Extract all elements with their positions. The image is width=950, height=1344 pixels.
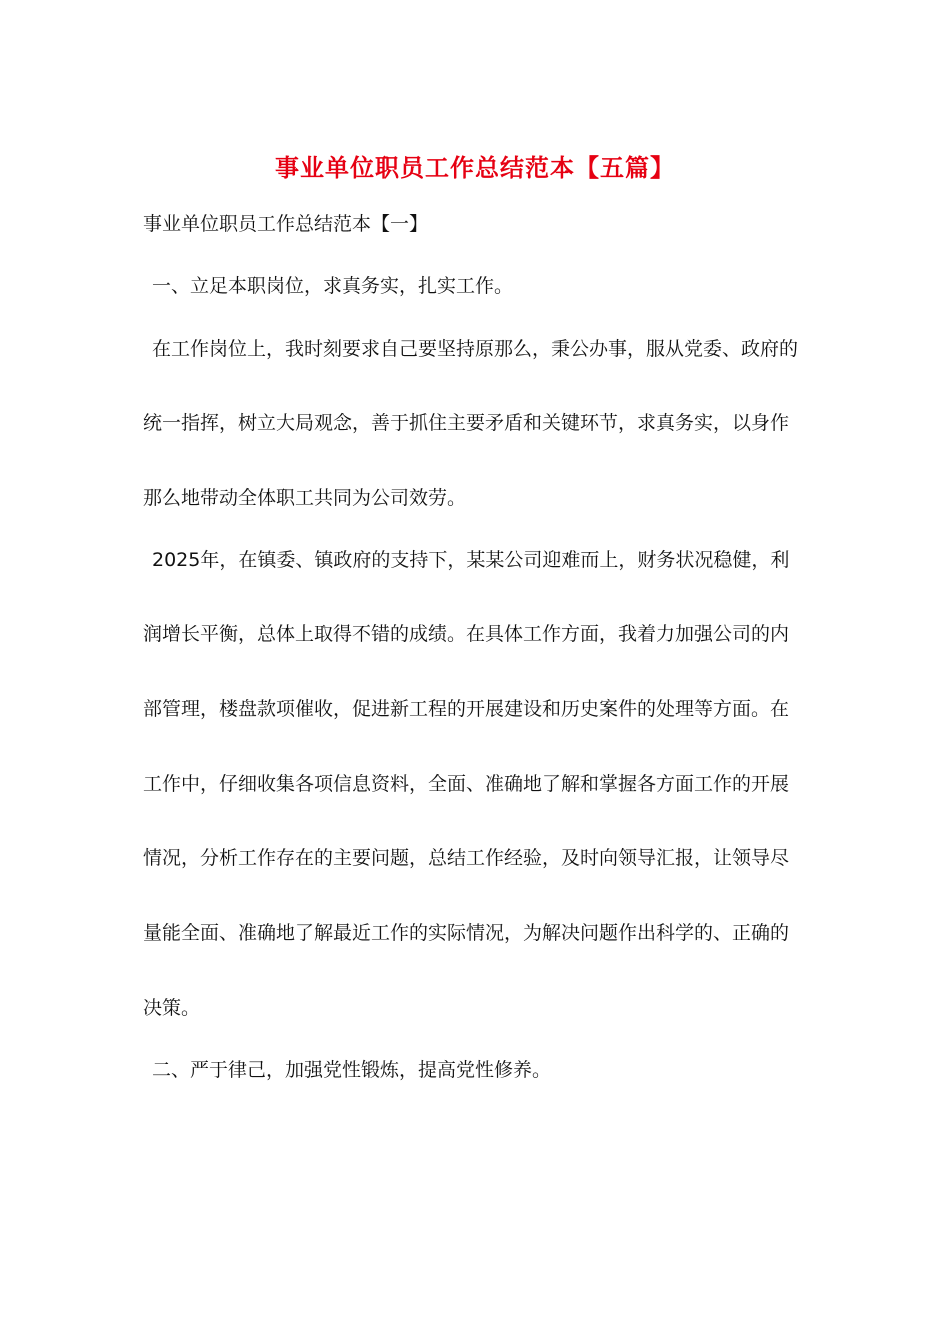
document-title: 事业单位职员工作总结范本【五篇】 bbox=[275, 153, 675, 182]
paragraph-line: 量能全面、准确地了解最近工作的实际情况，为解决问题作出科学的、正确的 bbox=[143, 922, 790, 944]
paragraph-line: 统一指挥，树立大局观念，善于抓住主要矛盾和关键环节，求真务实，以身作 bbox=[143, 412, 790, 434]
paragraph-line: 部管理，楼盘款项催收，促进新工程的开展建设和历史案件的处理等方面。在 bbox=[143, 698, 790, 720]
section-heading: 事业单位职员工作总结范本【一】 bbox=[143, 213, 429, 235]
paragraph-line: 情况，分析工作存在的主要问题，总结工作经验，及时向领导汇报，让领导尽 bbox=[143, 847, 790, 869]
paragraph-line: 一、立足本职岗位，求真务实，扎实工作。 bbox=[152, 275, 514, 297]
paragraph-line: 工作中，仔细收集各项信息资料，全面、准确地了解和掌握各方面工作的开展 bbox=[143, 773, 790, 795]
paragraph-line: 在工作岗位上，我时刻要求自己要坚持原那么，秉公办事，服从党委、政府的 bbox=[152, 338, 799, 360]
paragraph-line: 二、严于律己，加强党性锻炼，提高党性修养。 bbox=[152, 1059, 552, 1081]
paragraph-line: 决策。 bbox=[143, 997, 201, 1019]
paragraph-line: 2025年，在镇委、镇政府的支持下，某某公司迎难而上，财务状况稳健，利 bbox=[152, 549, 790, 571]
paragraph-line: 润增长平衡，总体上取得不错的成绩。在具体工作方面，我着力加强公司的内 bbox=[143, 623, 790, 645]
paragraph-line: 那么地带动全体职工共同为公司效劳。 bbox=[143, 487, 467, 509]
